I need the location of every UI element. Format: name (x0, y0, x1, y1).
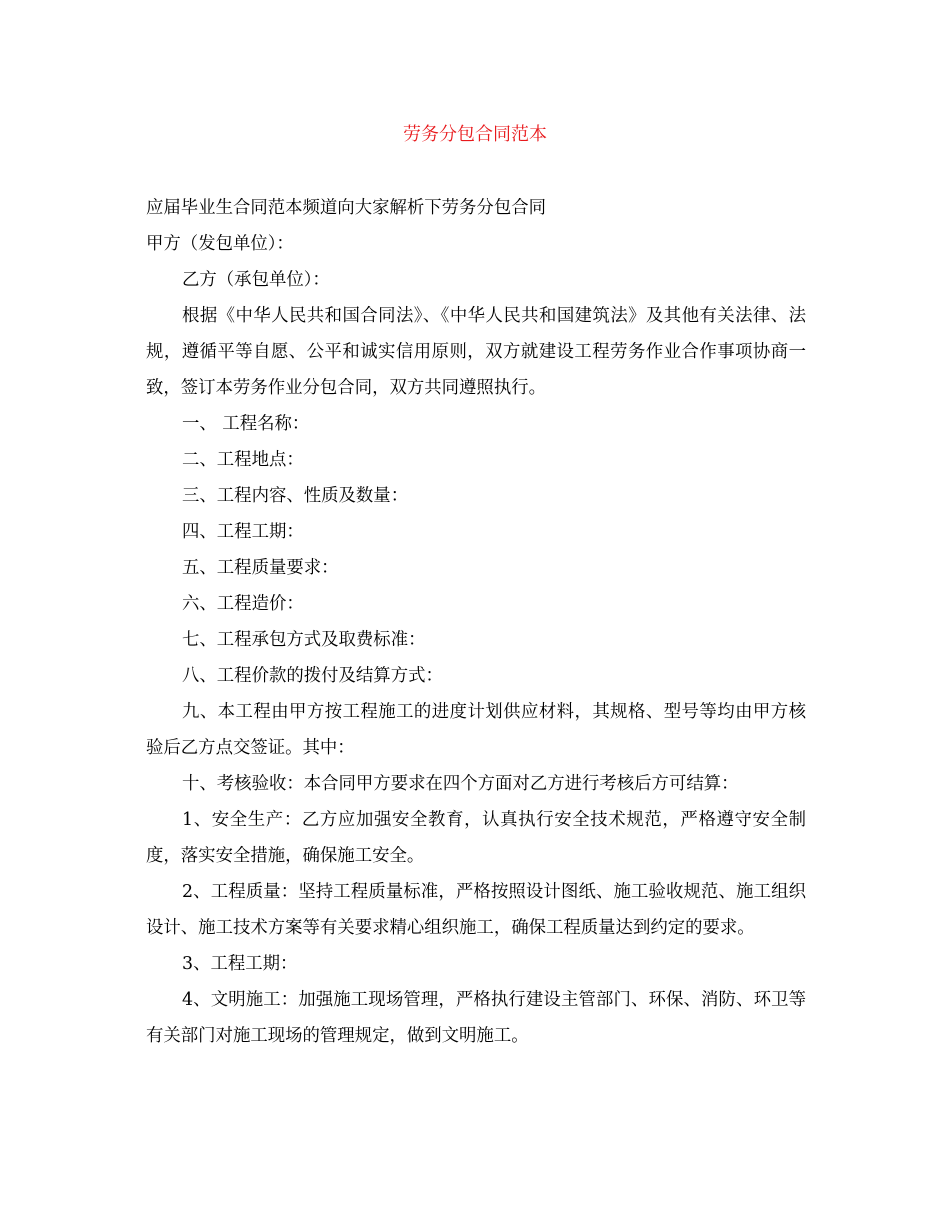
clause-item: 七、工程承包方式及取费标准： (182, 630, 426, 650)
document-body (146, 190, 806, 1054)
party-b-line: 乙方（承包单位）： (182, 270, 330, 290)
sub-clause-quality: 2、工程质量：坚持工程质量标准，严格按照设计图纸、施工验收规范、施工组织设计、施工技术方案等有关要求精心组织施工，确保工程质量达到约定的要求。 (146, 882, 806, 938)
clause-item-10: 十、考核验收：本合同甲方要求在四个方面对乙方进行考核后方可结算： (182, 774, 739, 794)
sub-clause-civilized-construction: 4、文明施工：加强施工现场管理，严格执行建设主管部门、环保、消防、环卫等有关部门对施工现场的管理规定，做到文明施工。 (146, 990, 806, 1046)
party-a-line: 甲方（发包单位）： (146, 234, 294, 254)
sub-clause-schedule: 3、工程工期： (182, 954, 298, 974)
preamble-paragraph: 根据《中华人民共和国合同法》、《中华人民共和国建筑法》及其他有关法律、法规，遵循平等自愿、公平和诚实信用原则，双方就建设工程劳务作业合作事项协商一致，签订本劳务作业分包合同，双方共同遵照执行。 (146, 306, 806, 398)
clause-item: 一、 工程名称： (182, 414, 310, 434)
document-title: 劳务分包合同范本 (403, 124, 547, 145)
intro-line: 应届毕业生合同范本频道向大家解析下劳务分包合同 (146, 198, 546, 218)
clause-item: 五、工程质量要求： (182, 558, 339, 578)
clause-item: 三、工程内容、性质及数量： (182, 486, 409, 506)
clause-item-9: 九、本工程由甲方按工程施工的进度计划供应材料，其规格、型号等均由甲方核验后乙方点交签证。其中： (146, 702, 806, 758)
clause-item: 八、工程价款的拨付及结算方式： (182, 666, 443, 686)
sub-clause-safety: 1、安全生产：乙方应加强安全教育，认真执行安全技术规范，严格遵守安全制度，落实安全措施，确保施工安全。 (146, 810, 806, 866)
clause-item: 二、工程地点： (182, 450, 304, 470)
clause-item: 四、工程工期： (182, 522, 304, 542)
clause-item: 六、工程造价： (182, 594, 304, 614)
